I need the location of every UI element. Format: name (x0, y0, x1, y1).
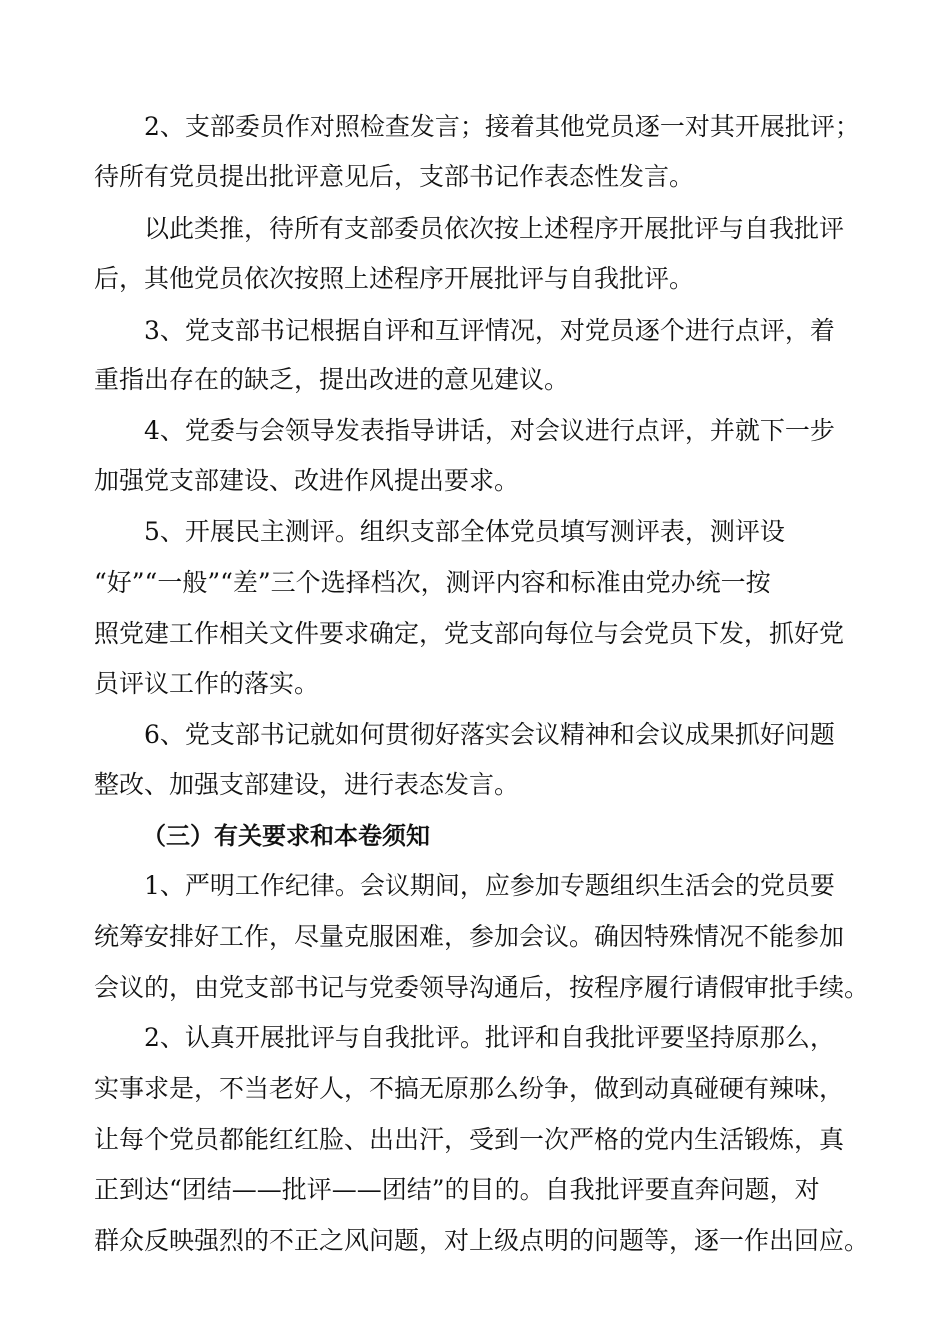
paragraph-line: 后，其他党员依次按照上述程序开展批评与自我批评。 (94, 264, 695, 293)
paragraph-line: 统筹安排好工作，尽量克服困难，参加会议。确因特殊情况不能参加 (94, 922, 845, 951)
paragraph-line: 2、认真开展批评与自我批评。批评和自我批评要坚持原那么， (144, 1023, 835, 1052)
paragraph-line: 以此类推，待所有支部委员依次按上述程序开展批评与自我批评 (144, 214, 845, 243)
paragraph-line: 2、支部委员作对照检查发言；接着其他党员逐一对其开展批评； (144, 112, 860, 141)
paragraph-line: 让每个党员都能红红脸、出出汗，受到一次严格的党内生活锻炼，真 (94, 1125, 845, 1154)
paragraph-line: “好”“一般”“差”三个选择档次，测评内容和标准由党办统一按 (94, 568, 771, 597)
paragraph-line: 整改、加强支部建设，进行表态发言。 (94, 770, 520, 799)
paragraph-line: 3、党支部书记根据自评和互评情况，对党员逐个进行点评，着 (144, 316, 835, 345)
paragraph-line: 正到达“团结——批评——团结”的目的。自我批评要直奔问题，对 (94, 1175, 820, 1204)
paragraph-line: 会议的，由党支部书记与党委领导沟通后，按程序履行请假审批手续。 (94, 973, 870, 1002)
paragraph-line: 5、开展民主测评。组织支部全体党员填写测评表，测评设 (144, 517, 785, 546)
paragraph-line: 群众反映强烈的不正之风问题，对上级点明的问题等，逐一作出回应。 (94, 1226, 870, 1255)
paragraph-line: 1、严明工作纪律。会议期间，应参加专题组织生活会的党员要 (144, 871, 835, 900)
paragraph-line: 照党建工作相关文件要求确定，党支部向每位与会党员下发，抓好党 (94, 619, 845, 648)
paragraph-line: 4、党委与会领导发表指导讲话，对会议进行点评，并就下一步 (144, 416, 835, 445)
paragraph-line: 6、党支部书记就如何贯彻好落实会议精神和会议成果抓好问题 (144, 720, 835, 749)
paragraph-line: 加强党支部建设、改进作风提出要求。 (94, 466, 520, 495)
paragraph-line: 重指出存在的缺乏，提出改进的意见建议。 (94, 365, 570, 394)
paragraph-line: 实事求是，不当老好人，不搞无原那么纷争，做到动真碰硬有辣味， (94, 1074, 845, 1103)
section-heading: （三）有关要求和本卷须知 (142, 822, 430, 850)
paragraph-line: 待所有党员提出批评意见后，支部书记作表态性发言。 (94, 162, 695, 191)
paragraph-line: 员评议工作的落实。 (94, 669, 320, 698)
